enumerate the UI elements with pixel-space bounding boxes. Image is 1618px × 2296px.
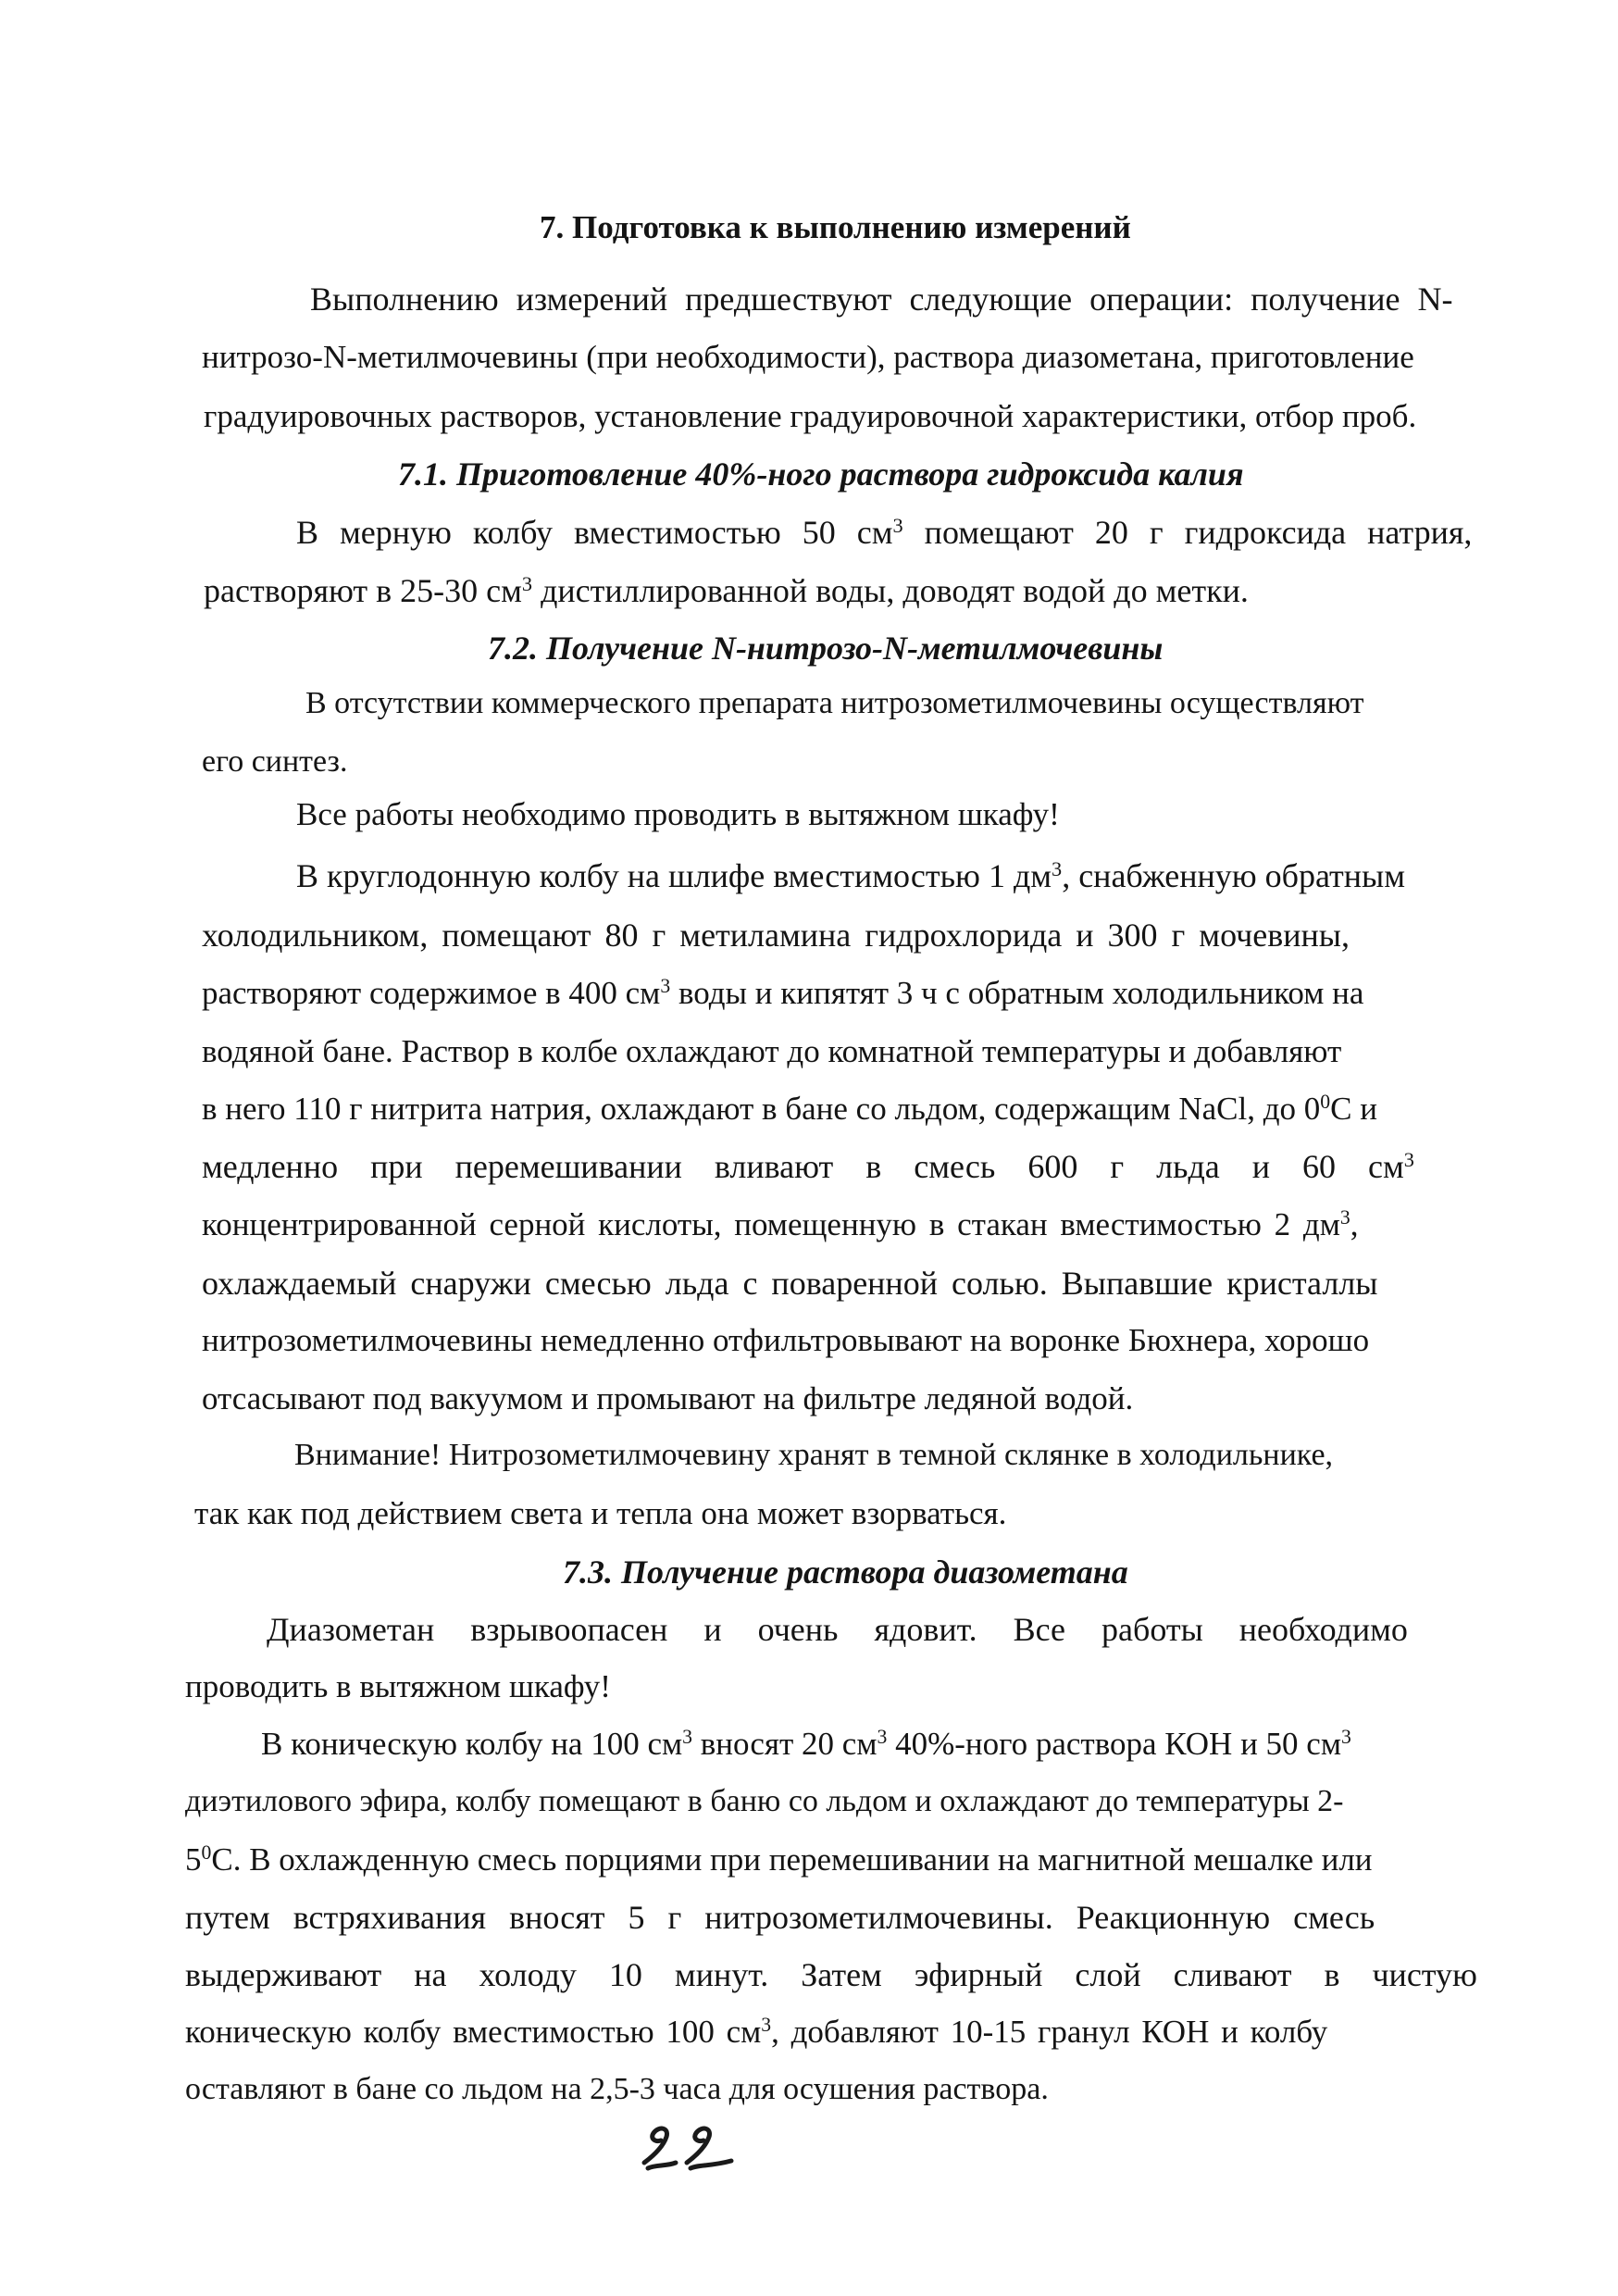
s73-line-4: диэтилового эфира, колбу помещают в баню со льдом и охлаждают до температуры 2- bbox=[185, 1784, 1344, 1818]
s72-l9-text-a: медленно при перемешивании вливают в смесь 600 г льда и 60 см bbox=[202, 1148, 1404, 1185]
s72-line-2: его синтез. bbox=[202, 744, 348, 779]
s71-l1-text-a: В мерную колбу вместимостью 50 см bbox=[296, 514, 893, 551]
section-7-2-title: 7.2. Получение N-нитрозо-N-метилмочевины bbox=[488, 630, 1164, 667]
s72-l10-sup: 3 bbox=[1339, 1206, 1350, 1229]
s72-l9-sup: 3 bbox=[1403, 1147, 1414, 1171]
intro-line-3: градуировочных растворов, установление градуировочной характеристики, отбор проб. bbox=[204, 398, 1417, 434]
s72-line-11: охлаждаемый снаружи смесью льда с поваренной солью. Выпавшие кристаллы bbox=[202, 1265, 1378, 1302]
s73-line-6: путем встряхивания вносят 5 г нитрозометилмочевины. Реакционную смесь bbox=[185, 1899, 1375, 1936]
s73-l3-text-b: вносят 20 см bbox=[691, 1726, 877, 1762]
s72-line-5: холодильником, помещают 80 г метиламина гидрохлорида и 300 г мочевины, bbox=[202, 917, 1350, 954]
s73-line-2: проводить в вытяжном шкафу! bbox=[185, 1668, 611, 1704]
s72-line-12: нитрозометилмочевины немедленно отфильтровывают на воронке Бюхнера, хорошо bbox=[202, 1322, 1370, 1358]
s72-line-3: Все работы необходимо проводить в вытяжном шкафу! bbox=[296, 796, 1060, 832]
s73-l3-sup-1: 3 bbox=[682, 1726, 692, 1749]
s71-line-1 bbox=[296, 513, 1473, 551]
section-7-1-title: 7.1. Приготовление 40%-ного раствора гидроксида калия bbox=[398, 455, 1244, 493]
s73-l8-text-b: , добавляют 10-15 гранул КОН и колбу bbox=[771, 2014, 1328, 2050]
s73-l3-sup-2: 3 bbox=[877, 1726, 888, 1749]
s72-line-15: так как под действием света и тепла она может взорваться. bbox=[194, 1495, 1007, 1531]
s71-l2-text-a: растворяют в 25-30 см bbox=[204, 572, 522, 609]
s73-line-8 bbox=[185, 2015, 1327, 2048]
section-7-heading: 7. Подготовка к выполнению измерений bbox=[540, 209, 1131, 245]
s71-line-2 bbox=[204, 571, 1249, 609]
s71-l1-sup: 3 bbox=[892, 513, 903, 537]
s72-l4-sup: 3 bbox=[1052, 856, 1063, 880]
s73-l5-text-b: С. В охлажденную смесь порциями при перемешивании на магнитной мешалке или bbox=[211, 1841, 1373, 1878]
section-7-3-title: 7.3. Получение раствора диазометана bbox=[563, 1554, 1128, 1591]
s72-line-13: отсасывают под вакуумом и промывают на фильтре ледяной водой. bbox=[202, 1380, 1134, 1416]
s72-l6-sup: 3 bbox=[660, 975, 671, 998]
s73-l8-sup: 3 bbox=[761, 2014, 772, 2037]
s73-l3-sup-3: 3 bbox=[1340, 1726, 1351, 1749]
s72-line-9 bbox=[202, 1147, 1414, 1185]
s72-line-7: водяной бане. Раствор в колбе охлаждают до комнатной температуры и добавляют bbox=[202, 1033, 1342, 1069]
s73-line-3 bbox=[261, 1728, 1351, 1760]
s73-l8-text-a: коническую колбу вместимостью 100 см bbox=[185, 2014, 762, 2050]
s73-line-1: Диазометан взрывоопасен и очень ядовит. Все работы необходимо bbox=[267, 1611, 1408, 1648]
s71-l2-sup: 3 bbox=[521, 571, 533, 595]
s73-l5-text-a: 5 bbox=[185, 1841, 202, 1878]
s73-l3-text-a: В коническую колбу на 100 см bbox=[261, 1726, 683, 1762]
s72-l8-text-b: С и bbox=[1330, 1091, 1377, 1127]
s71-l2-text-b: дистиллированной воды, доводят водой до метки. bbox=[532, 572, 1249, 609]
s72-line-8 bbox=[202, 1092, 1377, 1125]
intro-line-1: Выполнению измерений предшествуют следующие операции: получение N- bbox=[310, 281, 1453, 318]
s73-l3-text-c: 40%-ного раствора КОН и 50 см bbox=[887, 1726, 1341, 1762]
s72-line-1: В отсутствии коммерческого препарата нитрозометилмочевины осуществляют bbox=[305, 686, 1364, 720]
intro-line-2: нитрозо-N-метилмочевины (при необходимости), раствора диазометана, приготовление bbox=[202, 339, 1414, 375]
s72-l6-text-a: растворяют содержимое в 400 см bbox=[202, 975, 661, 1011]
s72-line-6 bbox=[202, 977, 1363, 1009]
s72-l8-sup: 0 bbox=[1320, 1091, 1331, 1114]
s72-l6-text-b: воды и кипятят 3 ч с обратным холодильником на bbox=[670, 975, 1364, 1011]
s72-l4-text-b: , снабженную обратным bbox=[1062, 857, 1405, 894]
s73-line-9: оставляют в бане со льдом на 2,5-3 часа для осушения раствора. bbox=[185, 2072, 1049, 2106]
s72-line-10 bbox=[202, 1208, 1358, 1241]
s72-l10-text-a: концентрированной серной кислоты, помещенную в стакан вместимостью 2 дм bbox=[202, 1206, 1340, 1242]
s73-l5-sup: 0 bbox=[201, 1841, 212, 1865]
page-number bbox=[639, 2120, 750, 2176]
s72-l4-text-a: В круглодонную колбу на шлифе вместимостью 1 дм bbox=[296, 857, 1052, 894]
s72-line-14: Внимание! Нитрозометилмочевину хранят в темной склянке в холодильнике, bbox=[294, 1438, 1334, 1472]
s72-l10-text-b: , bbox=[1350, 1206, 1359, 1242]
s72-line-4 bbox=[296, 856, 1405, 894]
handwritten-page-number bbox=[639, 2120, 750, 2176]
s73-line-7: выдерживают на холоду 10 минут. Затем эфирный слой сливают в чистую bbox=[185, 1956, 1477, 1993]
s71-l1-text-b: помещают 20 г гидроксида натрия, bbox=[902, 514, 1473, 551]
s73-line-5 bbox=[185, 1843, 1373, 1876]
s72-l8-text-a: в него 110 г нитрита натрия, охлаждают в бане со льдом, содержащим NaCl, до 0 bbox=[202, 1091, 1321, 1127]
